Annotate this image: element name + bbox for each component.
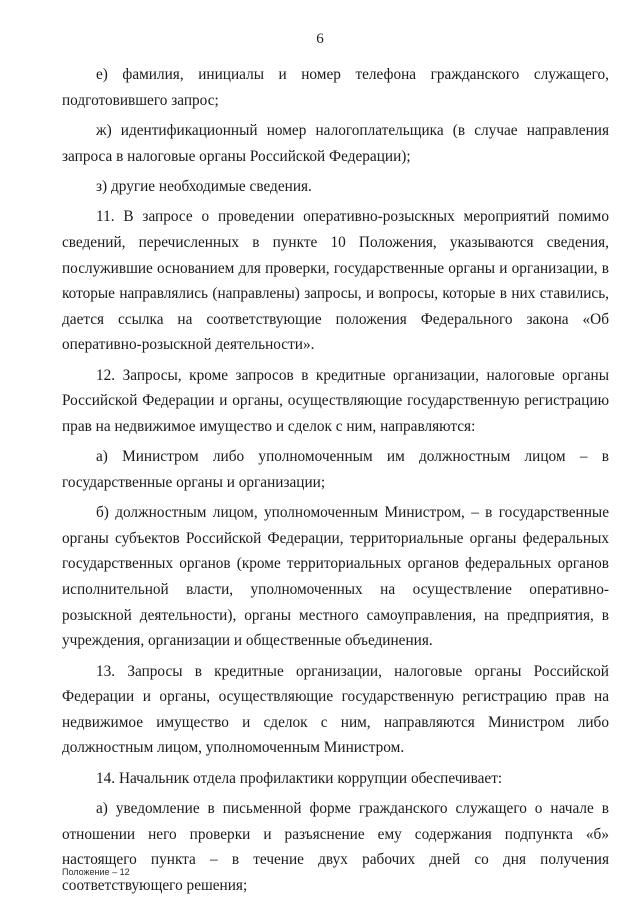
paragraph-clause-13: 13. Запросы в кредитные организации, налоговые органы Российской Федерации и органы, осуществляющие государственную регистрацию прав на недвижимое имущество и сделок с ним, направляются Министром либо должностным лицом, уполномоченным Министром. — [62, 662, 609, 757]
paragraph-item-e: е) фамилия, инициалы и номер телефона гражданского служащего, подготовившего запрос; — [62, 66, 609, 109]
document-body — [62, 62, 609, 903]
paragraph-clause-12-a: а) Министром либо уполномоченным им должностным лицом – в государственные органы и организации; — [62, 448, 609, 491]
paragraph-item-zh: ж) идентификационный номер налогоплательщика (в случае направления запроса в налоговые органы Российской Федерации); — [62, 121, 609, 165]
paragraph-clause-12-b: б) должностным лицом, уполномоченным Министром, – в государственные органы субъектов Российской Федерации, территориальные органы федеральных государственных органов (кроме территориальных органов федеральных органов исполнительной власти, уполномоченных на осуществление оперативно-розыскной деятельности), органы местного самоуправления, на предприятия, в учреждения, организации и общественные объединения. — [62, 504, 609, 650]
page-number: 6 — [316, 31, 324, 47]
paragraph-clause-14-a: а) уведомление в письменной форме гражданского служащего о начале в отношении него проверки и разъяснение ему содержания подпункта «б» настоящего пункта – в течение двух рабочих дней со дня получения соответствующего решения; — [62, 800, 609, 894]
paragraph-clause-14: 14. Начальник отдела профилактики коррупции обеспечивает: — [96, 769, 503, 787]
paragraph-item-z: з) другие необходимые сведения. — [96, 177, 312, 195]
paragraph-clause-12: 12. Запросы, кроме запросов в кредитные организации, налоговые органы Российской Федерации и органы, осуществляющие государственную регистрацию прав на недвижимое имущество и сделок с ним, направляются: — [62, 366, 609, 435]
document-footer: Положение – 12 — [62, 867, 130, 877]
paragraph-clause-11: 11. В запросе о проведении оперативно-розыскных мероприятий помимо сведений, перечисленных в пункте 10 Положения, указываются сведения, послужившие основанием для проверки, государственные органы и организации, в которые направлялись (направлены) запросы, и вопросы, которые в них ставились, дается ссылка на соответствующие положения Федерального закона «Об оперативно-розыскной деятельности». — [62, 208, 609, 354]
